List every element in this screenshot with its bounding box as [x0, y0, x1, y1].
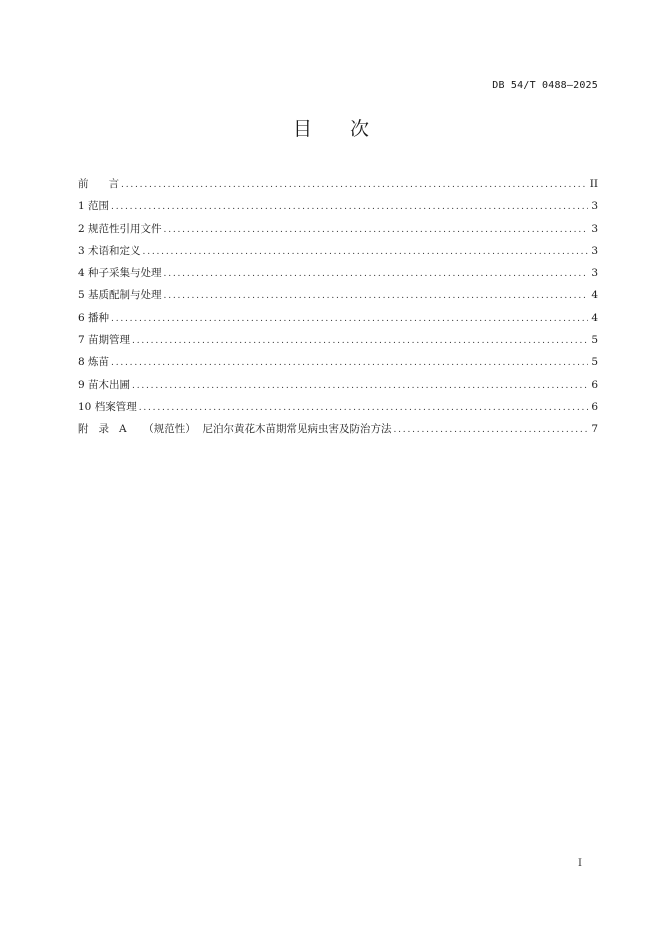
toc-leader-dots — [132, 330, 588, 352]
toc-leader-dots — [164, 285, 588, 307]
toc-entry-terms-definitions[interactable] — [78, 240, 598, 262]
toc-entry-scope[interactable] — [78, 195, 598, 217]
toc-entry-label: 10 档案管理 — [78, 400, 137, 413]
toc-entry-label: 8 炼苗 — [78, 356, 110, 369]
toc-entry-page: 6 — [591, 378, 598, 391]
toc-leader-dots — [111, 196, 588, 218]
toc-entry-label: 3 术语和定义 — [78, 244, 141, 257]
toc-list — [78, 173, 598, 441]
toc-leader-dots — [121, 174, 588, 196]
toc-title-char-1: 目 — [292, 118, 312, 140]
toc-entry-label: 9 苗木出圃 — [78, 378, 131, 391]
toc-entry-seedling-management[interactable] — [78, 329, 598, 351]
toc-entry-label: 附 录 A （规范性） 尼泊尔黄花木苗期常见病虫害及防治方法 — [78, 423, 392, 436]
toc-entry-label: 6 播种 — [78, 311, 110, 324]
page-number: I — [578, 858, 582, 869]
toc-title-char-2: 次 — [350, 118, 370, 140]
toc-entry-label: 前 言 — [78, 178, 120, 190]
toc-entry-appendix-a[interactable] — [78, 418, 598, 440]
toc-leader-dots — [111, 308, 588, 330]
toc-entry-page: 5 — [591, 334, 598, 347]
toc-leader-dots — [164, 263, 588, 285]
toc-entry-page: 5 — [591, 356, 598, 369]
toc-entry-records[interactable] — [78, 396, 598, 418]
toc-entry-label: 1 范围 — [78, 200, 110, 213]
toc-entry-sowing[interactable] — [78, 307, 598, 329]
toc-leader-dots — [132, 375, 588, 397]
toc-leader-dots — [143, 241, 588, 263]
toc-entry-label: 5 基质配制与处理 — [78, 289, 162, 302]
toc-leader-dots — [393, 419, 588, 441]
toc-entry-page: II — [589, 178, 598, 190]
toc-leader-dots — [111, 352, 588, 374]
toc-entry-page: 3 — [591, 244, 598, 257]
document-code: DB 54/T 0488—2025 — [492, 80, 598, 91]
toc-entry-page: 3 — [591, 222, 598, 235]
toc-entry-label: 7 苗期管理 — [78, 334, 131, 347]
toc-leader-dots — [139, 397, 588, 419]
toc-entry-substrate[interactable] — [78, 284, 598, 306]
toc-entry-normative-references[interactable] — [78, 218, 598, 240]
toc-entry-page: 3 — [591, 200, 598, 213]
toc-entry-label: 2 规范性引用文件 — [78, 222, 162, 235]
toc-entry-page: 4 — [591, 289, 598, 302]
toc-entry-hardening[interactable] — [78, 351, 598, 373]
toc-entry-page: 4 — [591, 311, 598, 324]
toc-leader-dots — [164, 219, 588, 241]
toc-entry-page: 6 — [591, 400, 598, 413]
toc-entry-foreword[interactable] — [78, 173, 598, 195]
toc-entry-label: 4 种子采集与处理 — [78, 267, 162, 280]
toc-entry-page: 3 — [591, 267, 598, 280]
toc-title — [0, 114, 662, 141]
toc-entry-nursery-outplanting[interactable] — [78, 374, 598, 396]
toc-entry-seed-collection[interactable] — [78, 262, 598, 284]
toc-entry-page: 7 — [591, 423, 598, 436]
